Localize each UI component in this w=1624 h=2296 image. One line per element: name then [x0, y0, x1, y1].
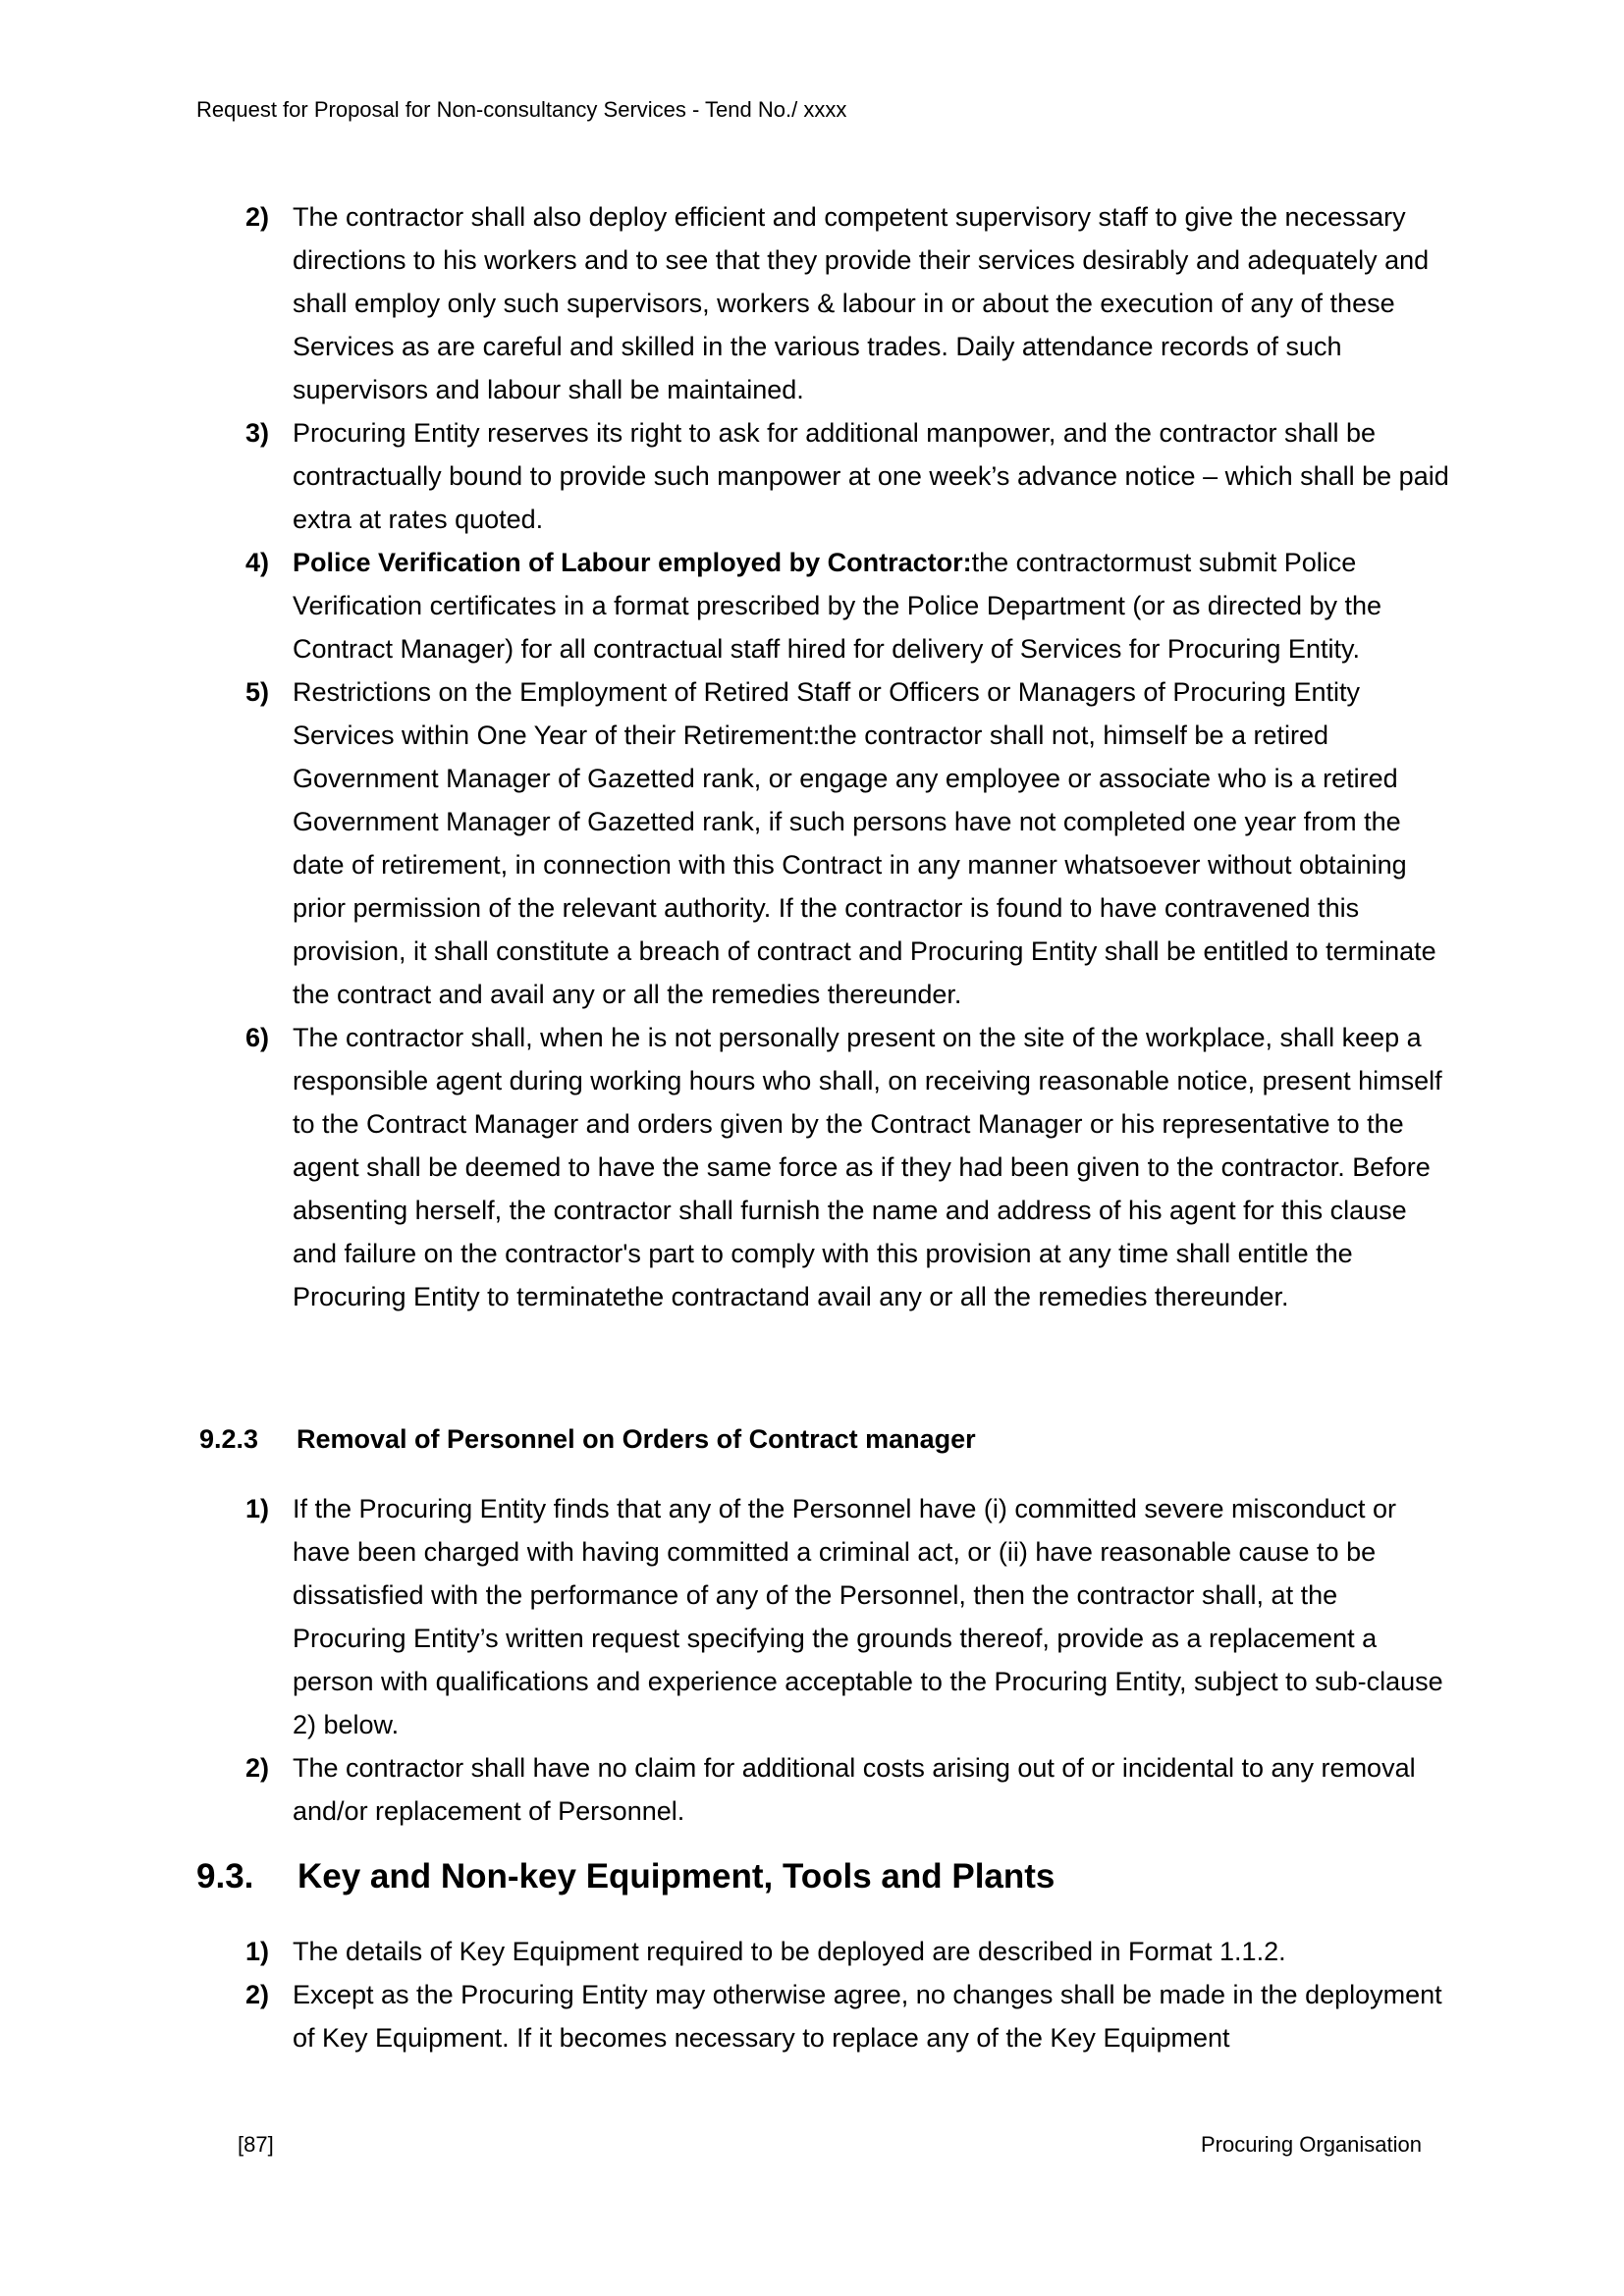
section-heading-9-2-3: [199, 1417, 1456, 1461]
clause-text: The contractor shall have no claim for additional costs arising out of or incidental to any removal and/or replacement of Personnel.: [293, 1753, 1416, 1826]
clause-list-9-2-3: [245, 1487, 1463, 1833]
clause-text: The contractor shall, when he is not personally present on the site of the workplace, shall keep a responsible agent during working hours who shall, on receiving reasonable notice, present himself to the Contract Manager and orders given by the Contract Manager or his representative to the agent shall be deemed to have the same force as if they had been given to the contractor. Before absenting herself, the contractor shall furnish the name and address of his agent for this clause and failure on the contractor's part to comply with this provision at any time shall entitle the Procuring Entity to terminatethe contractand avail any or all the remedies thereunder.: [293, 1023, 1442, 1311]
list-item: [245, 1016, 1463, 1318]
clause-text: Procuring Entity reserves its right to ask for additional manpower, and the contractor shall be contractually bound to provide such manpower at one week’s advance notice – which shall be paid extra at rates quoted.: [293, 418, 1449, 534]
list-item: [245, 670, 1463, 1016]
footer-organisation: Procuring Organisation: [1200, 2132, 1422, 2157]
list-item: [245, 1973, 1463, 2059]
list-item-number: 3): [245, 418, 270, 448]
clause-text: The contractor shall also deploy efficient and competent supervisory staff to give the necessary directions to his workers and to see that they provide their services desirably and adequately and shall employ only such supervisors, workers & labour in or about the execution of any of these Services as are careful and skilled in the various trades. Daily attendance records of such supervisors and labour shall be maintained.: [293, 202, 1430, 404]
header-title: Request for Proposal for Non-consultancy Services - Tend No./ xxxx: [196, 97, 847, 122]
list-item-number: 1): [245, 1937, 270, 1966]
list-item: [245, 541, 1463, 670]
clause-rest: the contractormust submit Police Verification certificates in a format prescribed by the Police Department (or as directed by the Contract Manager) for all contractual staff hired for delivery of Services for Procuring Entity.: [293, 548, 1382, 664]
page-footer: [238, 2132, 1422, 2158]
section-heading-9-3: [196, 1854, 1453, 1899]
list-item-number: 1): [245, 1494, 270, 1523]
list-item: [245, 1487, 1463, 1746]
clause-bold-lead: Police Verification of Labour employed by Contractor:: [293, 548, 972, 577]
clause-list-9-2: [245, 195, 1463, 1318]
page-header: [196, 97, 846, 123]
list-item: [245, 195, 1463, 411]
list-item-number: 4): [245, 548, 270, 577]
clause-text: [293, 541, 1456, 670]
clause-text: If the Procuring Entity finds that any of the Personnel have (i) committed severe misconduct or have been charged with having committed a criminal act, or (ii) have reasonable cause to be dissatisfied with the performance of any of the Personnel, then the contractor shall, at the Procuring Entity’s written request specifying the grounds thereof, provide as a replacement a person with qualifications and experience acceptable to the Procuring Entity, subject to sub-clause 2) below.: [293, 1494, 1443, 1739]
clause-text: Except as the Procuring Entity may otherwise agree, no changes shall be made in the deployment of Key Equipment. If it becomes necessary to replace any of the Key Equipment: [293, 1980, 1442, 2053]
list-item-number: 5): [245, 677, 270, 707]
clause-text: The details of Key Equipment required to be deployed are described in Format 1.1.2.: [293, 1937, 1286, 1966]
clause-list-9-3: [245, 1930, 1463, 2059]
section-title: Key and Non-key Equipment, Tools and Plants: [298, 1857, 1056, 1896]
list-item: [245, 411, 1463, 541]
list-item-number: 6): [245, 1023, 270, 1052]
section-title: Removal of Personnel on Orders of Contract manager: [297, 1424, 976, 1454]
list-item: [245, 1930, 1463, 1973]
list-item-number: 2): [245, 1980, 270, 2009]
list-item-number: 2): [245, 202, 270, 232]
section-number: 9.3.: [196, 1857, 254, 1896]
footer-page-number: [87]: [238, 2132, 274, 2157]
list-item: [245, 1746, 1463, 1833]
section-number: 9.2.3: [199, 1424, 259, 1454]
clause-text: Restrictions on the Employment of Retired Staff or Officers or Managers of Procuring Entity Services within One Year of their Retirement:the contractor shall not, himself be a retired Government Manager of Gazetted rank, or engage any employee or associate who is a retired Government Manager of Gazetted rank, if such persons have not completed one year from the date of retirement, in connection with this Contract in any manner whatsoever without obtaining prior permission of the relevant authority. If the contractor is found to have contravened this provision, it shall constitute a breach of contract and Procuring Entity shall be entitled to terminate the contract and avail any or all the remedies thereunder.: [293, 677, 1436, 1009]
list-item-number: 2): [245, 1753, 270, 1783]
